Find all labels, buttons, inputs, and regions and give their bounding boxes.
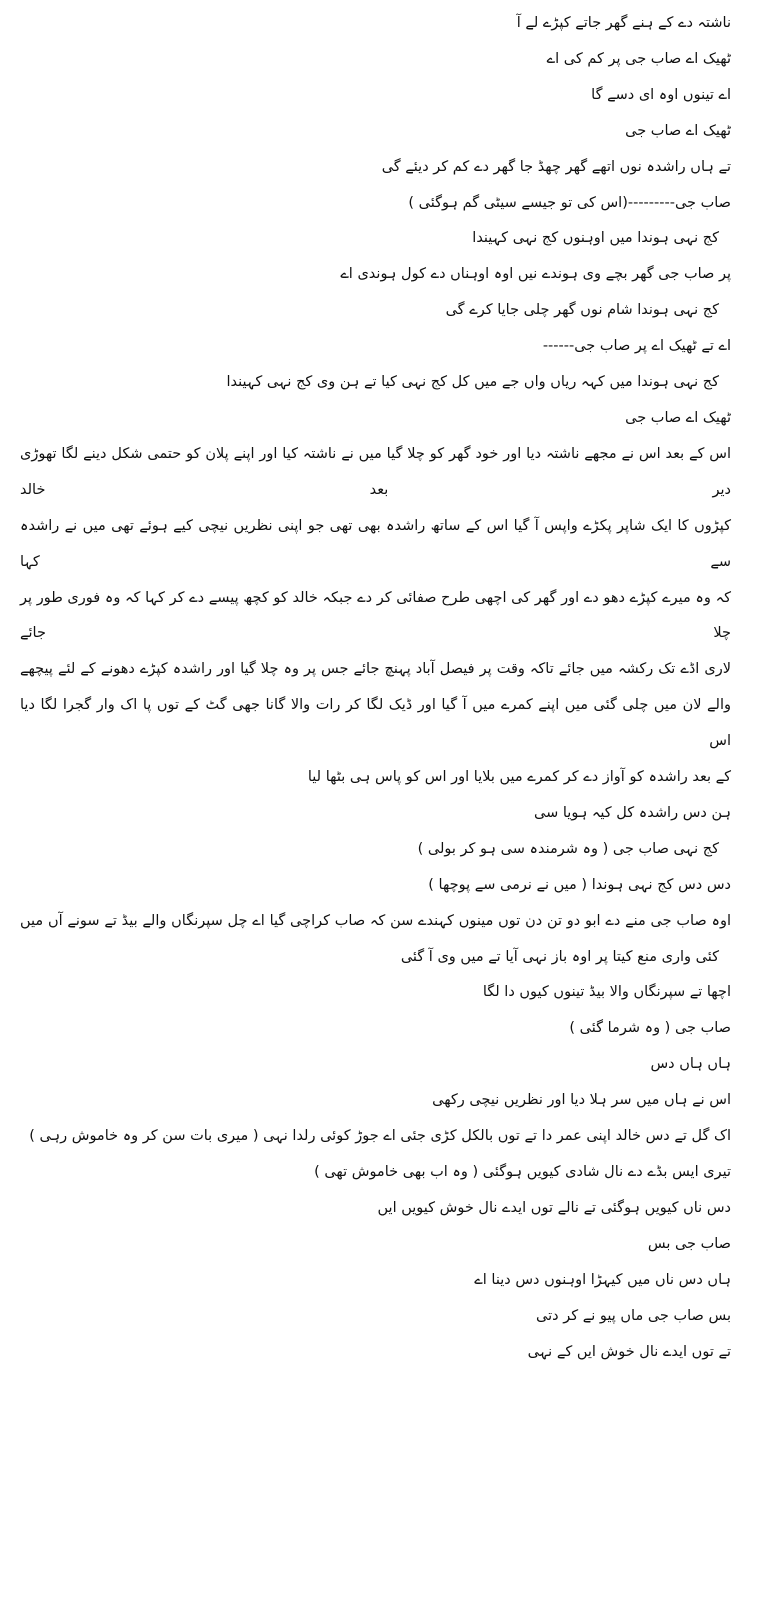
dialogue-line: اے تے ٹھیک اے پر صاب جی------ — [542, 338, 731, 355]
dialogue-line: ہاں دس ناں میں کیہڑا اوہنوں دس دینا اے — [474, 1271, 731, 1288]
dialogue-line: پر صاب جی گھر بچے وی ہوندے نیں اوہ اوہناں دے کول ہوندی اے — [340, 266, 731, 283]
dialogue-line: صاب جی بس — [647, 1235, 731, 1252]
dialogue-line: ٹھیک اے صاب جی پر کم کی اے — [546, 50, 731, 67]
dialogue-line: ہاں ہاں دس — [650, 1056, 731, 1073]
dialogue-line: تے ہاں راشدہ نوں اتھے گھر چھڈ جا گھر دے کم کر دیئے گی — [381, 158, 731, 175]
paragraph-line: والے لان میں چلی گئی میں اپنے کمرے میں آ گیا اور ڈیک لگا کر رات والا گانا جھی گٹ کے توں پا اک وار گجرا لگا دیا اس — [20, 697, 731, 750]
paragraph-line: لاری اڈے تک رکشہ میں جائے تاکہ وقت پر فیصل آباد پہنچ جائے جس پر وہ چلا گیا اور راشدہ کپڑے دھونے کے لئے پیچھے — [20, 661, 731, 678]
dialogue-line: کئی واری منع کیتا پر اوہ باز نہی آیا تے میں وی آ گئی — [400, 948, 719, 965]
dialogue-line: اے تینوں اوہ ای دسے گا — [591, 86, 731, 103]
dialogue-line: بس صاب جی ماں پیو نے کر دتی — [536, 1307, 731, 1324]
dialogue-line: ٹھیک اے صاب جی — [625, 122, 731, 139]
paragraph-line: کہ وہ میرے کپڑے دھو دے اور گھر کی اچھی طرح صفائی کر دے جبکہ خالد کو کچھ پیسے دے کر کہا کہ وہ فوری طور پر چلا جائے — [20, 589, 731, 642]
dialogue-line: دس دس کج نہی ہوندا ( میں نے نرمی سے پوچھا ) — [428, 876, 731, 893]
dialogue-line: اس نے ہاں میں سر ہلا دیا اور نظریں نیچی رکھی — [432, 1092, 731, 1109]
dialogue-line: ہن دس راشدہ کل کیہ ہویا سی — [534, 804, 731, 821]
dialogue-line: ٹھیک اے صاب جی — [625, 409, 731, 426]
dialogue-line: کج نہی ہوندا میں اوہنوں کج نہی کہیندا — [472, 230, 719, 247]
paragraph-line: کپڑوں کا ایک شاپر پکڑے واپس آ گیا اس کے ساتھ راشدہ بھی تھی جو اپنی نظریں نیچی کیے ہوئے تھی میں نے راشدہ سے کہا — [20, 517, 731, 570]
dialogue-line: ناشتہ دے کے ہنے گھر جاتے کپڑے لے آ — [516, 15, 731, 31]
dialogue-line: تے توں ایدے نال خوش ایں کے نہی — [527, 1343, 731, 1360]
dialogue-line: کج نہی ہوندا میں کہہ ریاں واں جے میں کل کج نہی کیا تے ہن وی کج نہی کہیندا — [226, 374, 719, 391]
dialogue-line: کے بعد راشدہ کو آواز دے کر کمرے میں بلایا اور اس کو پاس ہی بٹھا لیا — [307, 769, 731, 786]
document-body — [20, 6, 731, 1370]
dialogue-line: صاب جی---------(اس کی تو جیسے سیٹی گم ہوگئی ) — [408, 194, 731, 211]
paragraph-line: اوہ صاب جی منے دے ابو دو تن دن توں مینوں کہندے سن کہ صاب کراچی گیا اے چل سپرنگاں والے بیڈ تے سونے آں میں — [20, 912, 731, 929]
dialogue-line: کج نہی صاب جی ( وہ شرمندہ سی ہو کر بولی ) — [417, 840, 719, 857]
dialogue-line: تیری ایس بڈے دے نال شادی کیویں ہوگئی ( وہ اب بھی خاموش تھی ) — [314, 1164, 731, 1180]
dialogue-line: دس ناں کیویں ہوگئی تے نالے توں ایدے نال خوش کیویں ایں — [377, 1199, 731, 1216]
dialogue-line: اک گل تے دس خالد اپنی عمر دا تے توں بالکل کڑی جئی اے جوڑ کوئی رلدا نہی ( میری بات سن کر وہ خاموش رہی ) — [29, 1128, 731, 1145]
paragraph-line: اس کے بعد اس نے مجھے ناشتہ دیا اور خود گھر کو چلا گیا میں نے ناشتہ کیا اور اپنے پلان کو حتمی شکل دینے لگا تھوڑی دیر بعد خالد — [20, 445, 731, 498]
dialogue-line: کج نہی ہوندا شام نوں گھر چلی جایا کرے گی — [445, 302, 719, 319]
dialogue-line: اچھا تے سپرنگاں والا بیڈ تینوں کیوں دا لگا — [482, 984, 731, 1001]
dialogue-line: صاب جی ( وہ شرما گئی ) — [569, 1020, 731, 1037]
